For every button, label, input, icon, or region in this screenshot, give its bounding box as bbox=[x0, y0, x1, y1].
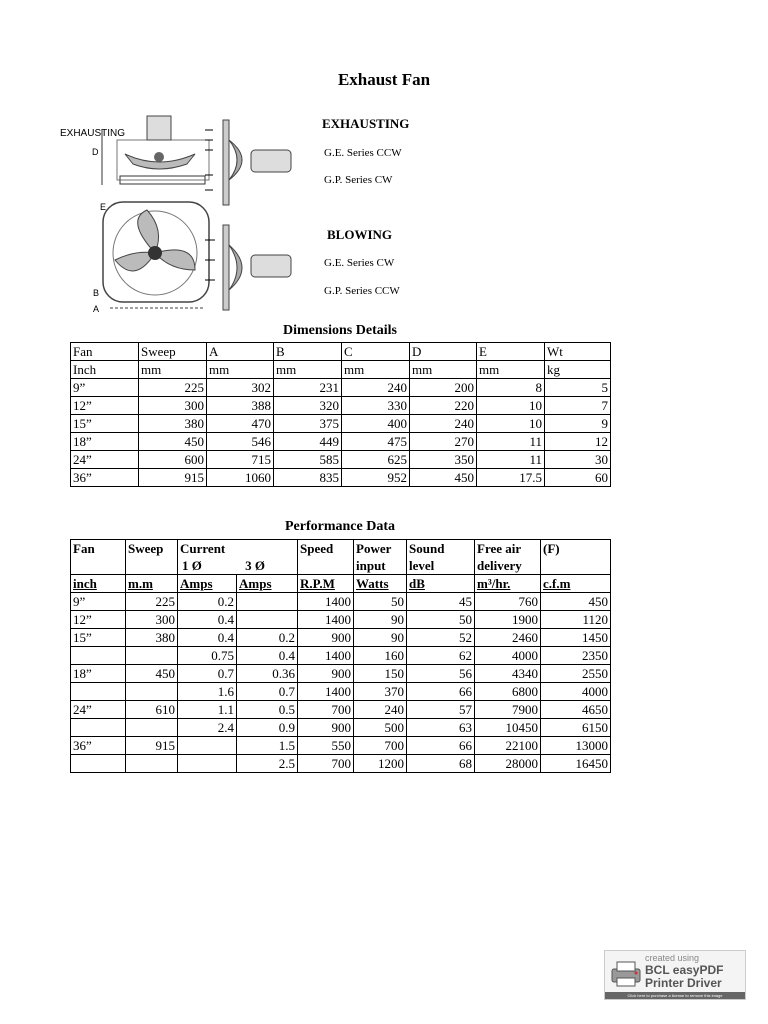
table-cell: 24” bbox=[71, 451, 139, 469]
table-cell: 610 bbox=[126, 701, 178, 719]
table-cell: 449 bbox=[274, 433, 342, 451]
unit-cell bbox=[298, 575, 354, 593]
performance-title: Performance Data bbox=[284, 519, 395, 534]
fan-illustration bbox=[55, 110, 315, 320]
table-cell: 62 bbox=[407, 647, 475, 665]
table-cell: 10450 bbox=[475, 719, 541, 737]
easypdf-watermark[interactable] bbox=[604, 950, 746, 1000]
table-cell: 450 bbox=[541, 593, 611, 611]
table-cell: 7900 bbox=[475, 701, 541, 719]
table-row bbox=[71, 593, 611, 611]
table-cell: mm bbox=[207, 361, 274, 379]
table-cell bbox=[237, 611, 298, 629]
table-cell: mm bbox=[342, 361, 410, 379]
table-cell bbox=[126, 719, 178, 737]
table-cell: 36” bbox=[71, 737, 126, 755]
table-cell: 4340 bbox=[475, 665, 541, 683]
unit-label: inch bbox=[73, 576, 97, 591]
table-row bbox=[71, 737, 611, 755]
table-cell: 13000 bbox=[541, 737, 611, 755]
table-cell: 2350 bbox=[541, 647, 611, 665]
table-cell: 9 bbox=[545, 415, 611, 433]
table-cell: 1120 bbox=[541, 611, 611, 629]
table-cell: 4000 bbox=[475, 647, 541, 665]
unit-cell bbox=[354, 575, 407, 593]
table-cell: Inch bbox=[71, 361, 139, 379]
blowing-line-1: G.E. Series CW bbox=[324, 257, 395, 269]
table-row bbox=[71, 397, 611, 415]
table-cell: 450 bbox=[126, 665, 178, 683]
table-cell: 60 bbox=[545, 469, 611, 487]
table-cell: 0.36 bbox=[237, 665, 298, 683]
table-cell: 15” bbox=[71, 629, 126, 647]
table-cell: mm bbox=[274, 361, 342, 379]
table-cell: 546 bbox=[207, 433, 274, 451]
table-cell: 952 bbox=[342, 469, 410, 487]
table-row bbox=[71, 433, 611, 451]
unit-label: Watts bbox=[356, 576, 389, 591]
watermark-line-2: BCL easyPDF bbox=[645, 963, 724, 977]
table-cell: 1400 bbox=[298, 593, 354, 611]
table-cell: 45 bbox=[407, 593, 475, 611]
table-cell: 700 bbox=[354, 737, 407, 755]
header-fan: Fan bbox=[71, 540, 126, 575]
table-cell bbox=[71, 683, 126, 701]
table-cell: 585 bbox=[274, 451, 342, 469]
table-cell: 900 bbox=[298, 629, 354, 647]
dimensions-title: Dimensions Details bbox=[283, 323, 397, 338]
table-cell: 52 bbox=[407, 629, 475, 647]
table-row bbox=[71, 647, 611, 665]
table-cell: 388 bbox=[207, 397, 274, 415]
table-cell: 8 bbox=[477, 379, 545, 397]
exhausting-heading: EXHAUSTING bbox=[322, 116, 410, 131]
table-cell: 10 bbox=[477, 415, 545, 433]
table-cell bbox=[71, 719, 126, 737]
table-cell: 380 bbox=[126, 629, 178, 647]
table-cell: 240 bbox=[410, 415, 477, 433]
table-cell: 18” bbox=[71, 665, 126, 683]
table-cell bbox=[71, 647, 126, 665]
table-cell: 470 bbox=[207, 415, 274, 433]
table-cell: 200 bbox=[410, 379, 477, 397]
label-a: A bbox=[93, 304, 100, 314]
unit-cell bbox=[126, 575, 178, 593]
table-cell: 1.1 bbox=[178, 701, 237, 719]
unit-label: m.m bbox=[128, 576, 153, 591]
label-d: D bbox=[92, 147, 99, 157]
table-cell: 1200 bbox=[354, 755, 407, 773]
blowing-heading: BLOWING bbox=[327, 227, 393, 242]
table-cell: 700 bbox=[298, 701, 354, 719]
table-cell: 225 bbox=[139, 379, 207, 397]
label-b: B bbox=[93, 288, 100, 298]
table-cell: 10 bbox=[477, 397, 545, 415]
table-cell: 330 bbox=[342, 397, 410, 415]
table-cell: B bbox=[274, 343, 342, 361]
table-cell: 1.5 bbox=[237, 737, 298, 755]
table-cell: 0.5 bbox=[237, 701, 298, 719]
table-cell: 1900 bbox=[475, 611, 541, 629]
table-cell bbox=[126, 683, 178, 701]
unit-cell bbox=[541, 575, 611, 593]
performance-units-row bbox=[71, 575, 611, 593]
header-sweep: Sweep bbox=[126, 540, 178, 575]
table-cell: 1400 bbox=[298, 683, 354, 701]
table-cell: 17.5 bbox=[477, 469, 545, 487]
exhausting-line-1: G.E. Series CCW bbox=[324, 147, 402, 159]
table-cell: 0.4 bbox=[178, 611, 237, 629]
table-cell: 0.7 bbox=[178, 665, 237, 683]
table-cell: 220 bbox=[410, 397, 477, 415]
table-cell: 12” bbox=[71, 611, 126, 629]
table-cell: 57 bbox=[407, 701, 475, 719]
performance-header-row bbox=[71, 540, 611, 575]
table-cell: A bbox=[207, 343, 274, 361]
fan-drawing bbox=[55, 110, 315, 320]
header-air: Free air delivery bbox=[475, 540, 541, 575]
watermark-line-3: Printer Driver bbox=[645, 976, 722, 990]
table-cell: 0.4 bbox=[237, 647, 298, 665]
table-cell: 0.2 bbox=[237, 629, 298, 647]
table-cell: 760 bbox=[475, 593, 541, 611]
table-cell bbox=[237, 593, 298, 611]
table-cell: Fan bbox=[71, 343, 139, 361]
table-cell: 15” bbox=[71, 415, 139, 433]
watermark-line-1: created using bbox=[645, 953, 700, 963]
label-e: E bbox=[100, 202, 107, 212]
table-cell: 90 bbox=[354, 611, 407, 629]
table-cell: 66 bbox=[407, 737, 475, 755]
table-cell: 56 bbox=[407, 665, 475, 683]
table-cell: 450 bbox=[410, 469, 477, 487]
table-row bbox=[71, 611, 611, 629]
table-cell: 400 bbox=[342, 415, 410, 433]
table-cell: 835 bbox=[274, 469, 342, 487]
table-cell: 1400 bbox=[298, 647, 354, 665]
table-cell: 30 bbox=[545, 451, 611, 469]
table-cell: 0.9 bbox=[237, 719, 298, 737]
table-cell: 0.2 bbox=[178, 593, 237, 611]
watermark-footer[interactable]: Click here to purchase a license to remove this image bbox=[605, 992, 745, 999]
table-cell: 715 bbox=[207, 451, 274, 469]
table-cell bbox=[178, 737, 237, 755]
table-cell: 915 bbox=[139, 469, 207, 487]
table-cell: 50 bbox=[354, 593, 407, 611]
blowing-line-2: G.P. Series CCW bbox=[324, 285, 400, 297]
table-cell: 4650 bbox=[541, 701, 611, 719]
header-current-label: Current bbox=[180, 541, 226, 556]
table-cell: 6800 bbox=[475, 683, 541, 701]
unit-label: Amps bbox=[239, 576, 272, 591]
unit-label: m³/hr. bbox=[477, 576, 511, 591]
dimensions-header-row bbox=[71, 343, 611, 361]
label-exhausting: EXHAUSTING bbox=[60, 128, 126, 139]
table-cell: 66 bbox=[407, 683, 475, 701]
table-cell: 1400 bbox=[298, 611, 354, 629]
table-cell bbox=[126, 647, 178, 665]
table-cell: 9” bbox=[71, 593, 126, 611]
header-current bbox=[178, 540, 298, 575]
table-cell: 9” bbox=[71, 379, 139, 397]
table-cell: 12 bbox=[545, 433, 611, 451]
table-cell: 7 bbox=[545, 397, 611, 415]
table-cell: 225 bbox=[126, 593, 178, 611]
table-cell: 28000 bbox=[475, 755, 541, 773]
table-cell: 68 bbox=[407, 755, 475, 773]
table-cell: 160 bbox=[354, 647, 407, 665]
table-cell: 2550 bbox=[541, 665, 611, 683]
table-cell: 900 bbox=[298, 719, 354, 737]
table-cell: 2.5 bbox=[237, 755, 298, 773]
table-cell: 0.7 bbox=[237, 683, 298, 701]
table-cell: 300 bbox=[126, 611, 178, 629]
unit-label: Amps bbox=[180, 576, 213, 591]
header-power: Power input bbox=[354, 540, 407, 575]
unit-label: R.P.M bbox=[300, 576, 335, 591]
table-cell: 320 bbox=[274, 397, 342, 415]
table-cell: D bbox=[410, 343, 477, 361]
table-cell: 11 bbox=[477, 451, 545, 469]
table-cell: 22100 bbox=[475, 737, 541, 755]
page-title: Exhaust Fan bbox=[337, 70, 431, 89]
table-cell: 375 bbox=[274, 415, 342, 433]
table-cell: 900 bbox=[298, 665, 354, 683]
table-cell: 1060 bbox=[207, 469, 274, 487]
table-cell: mm bbox=[410, 361, 477, 379]
unit-cell bbox=[407, 575, 475, 593]
table-cell: 12” bbox=[71, 397, 139, 415]
table-cell: 18” bbox=[71, 433, 139, 451]
unit-cell bbox=[71, 575, 126, 593]
performance-table bbox=[70, 539, 611, 773]
table-cell: 625 bbox=[342, 451, 410, 469]
exhausting-line-2: G.P. Series CW bbox=[324, 174, 393, 186]
table-cell: 36” bbox=[71, 469, 139, 487]
table-cell: 915 bbox=[126, 737, 178, 755]
unit-label: dB bbox=[409, 576, 425, 591]
table-cell: 0.75 bbox=[178, 647, 237, 665]
table-cell: 2460 bbox=[475, 629, 541, 647]
table-cell: kg bbox=[545, 361, 611, 379]
table-cell: 90 bbox=[354, 629, 407, 647]
printer-icon bbox=[609, 959, 643, 987]
table-cell: Wt bbox=[545, 343, 611, 361]
table-row bbox=[71, 665, 611, 683]
header-f: (F) bbox=[541, 540, 611, 575]
table-cell: 240 bbox=[354, 701, 407, 719]
table-cell: C bbox=[342, 343, 410, 361]
unit-label: c.f.m bbox=[543, 576, 571, 591]
unit-cell bbox=[237, 575, 298, 593]
table-cell: 300 bbox=[139, 397, 207, 415]
table-row bbox=[71, 379, 611, 397]
table-cell: mm bbox=[139, 361, 207, 379]
table-cell: E bbox=[477, 343, 545, 361]
table-row bbox=[71, 701, 611, 719]
unit-cell bbox=[178, 575, 237, 593]
table-row bbox=[71, 451, 611, 469]
table-cell: 370 bbox=[354, 683, 407, 701]
table-cell: 302 bbox=[207, 379, 274, 397]
table-cell: 380 bbox=[139, 415, 207, 433]
header-speed: Speed bbox=[298, 540, 354, 575]
table-cell: 550 bbox=[298, 737, 354, 755]
table-row bbox=[71, 755, 611, 773]
table-cell: 50 bbox=[407, 611, 475, 629]
table-cell: 231 bbox=[274, 379, 342, 397]
table-cell: 1450 bbox=[541, 629, 611, 647]
table-cell: 63 bbox=[407, 719, 475, 737]
table-cell: 150 bbox=[354, 665, 407, 683]
header-one-phase: 1 Ø bbox=[182, 558, 202, 573]
table-cell: 2.4 bbox=[178, 719, 237, 737]
table-cell: 450 bbox=[139, 433, 207, 451]
table-row bbox=[71, 469, 611, 487]
table-cell: 1.6 bbox=[178, 683, 237, 701]
table-cell: 500 bbox=[354, 719, 407, 737]
table-cell: 24” bbox=[71, 701, 126, 719]
table-cell: mm bbox=[477, 361, 545, 379]
header-sound: Sound level bbox=[407, 540, 475, 575]
table-cell: 6150 bbox=[541, 719, 611, 737]
table-cell: Sweep bbox=[139, 343, 207, 361]
table-cell: 11 bbox=[477, 433, 545, 451]
table-row bbox=[71, 683, 611, 701]
table-row bbox=[71, 629, 611, 647]
header-three-phase: 3 Ø bbox=[245, 558, 265, 573]
dimensions-table bbox=[70, 342, 611, 487]
table-cell: 600 bbox=[139, 451, 207, 469]
table-cell: 5 bbox=[545, 379, 611, 397]
table-cell bbox=[178, 755, 237, 773]
table-cell: 16450 bbox=[541, 755, 611, 773]
table-cell bbox=[126, 755, 178, 773]
table-row bbox=[71, 719, 611, 737]
table-cell: 0.4 bbox=[178, 629, 237, 647]
table-cell: 700 bbox=[298, 755, 354, 773]
table-cell: 350 bbox=[410, 451, 477, 469]
dimensions-units-row bbox=[71, 361, 611, 379]
table-row bbox=[71, 415, 611, 433]
table-cell bbox=[71, 755, 126, 773]
unit-cell bbox=[475, 575, 541, 593]
table-cell: 475 bbox=[342, 433, 410, 451]
table-cell: 270 bbox=[410, 433, 477, 451]
table-cell: 4000 bbox=[541, 683, 611, 701]
table-cell: 240 bbox=[342, 379, 410, 397]
